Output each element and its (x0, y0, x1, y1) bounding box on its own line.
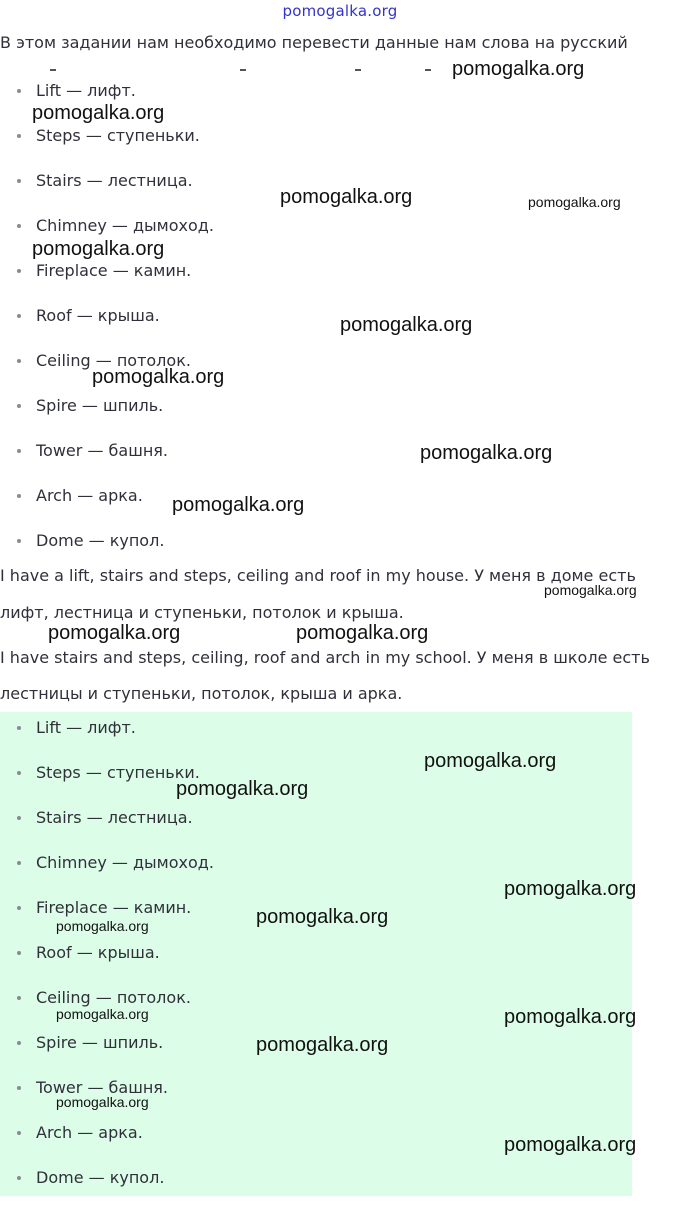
list-item-text: Ceiling — потолок. (36, 351, 191, 370)
bullet-icon (17, 1086, 21, 1090)
watermark: pomogalka.org (340, 314, 473, 336)
watermark: pomogalka.org (280, 186, 413, 208)
list-item-text: Steps — ступеньки. (36, 763, 200, 782)
list-item (0, 306, 620, 351)
watermark: pomogalka.org (528, 194, 621, 210)
watermark: pomogalka.org (296, 622, 429, 644)
bullet-icon (17, 816, 21, 820)
list-item (0, 1168, 620, 1213)
clipped-text-line (30, 65, 440, 71)
list-item-text: Stairs — лестница. (36, 808, 193, 827)
bullet-icon (17, 179, 21, 183)
list-item-text: Dome — купол. (36, 531, 165, 550)
bullet-icon (17, 224, 21, 228)
watermark: pomogalka.org (504, 1006, 637, 1028)
list-item-text: Chimney — дымоход. (36, 853, 214, 872)
list-item-text: Tower — башня. (36, 1078, 169, 1097)
list-item-text: Arch — арка. (36, 1123, 143, 1142)
bullet-icon (17, 906, 21, 910)
list-item (0, 486, 620, 531)
watermark: pomogalka.org (452, 58, 585, 80)
watermark: pomogalka.org (48, 622, 181, 644)
list-item (0, 261, 620, 306)
list-item-text: Roof — крыша. (36, 943, 160, 962)
bullet-icon (17, 449, 21, 453)
list-item (0, 396, 620, 441)
bullet-icon (17, 134, 21, 138)
watermark: pomogalka.org (420, 442, 553, 464)
list-item-text: Roof — крыша. (36, 306, 160, 325)
list-item-text: Ceiling — потолок. (36, 988, 191, 1007)
watermark: pomogalka.org (256, 1034, 389, 1056)
watermark: pomogalka.org (172, 494, 305, 516)
bullet-icon (17, 404, 21, 408)
watermark: pomogalka.org (256, 906, 389, 928)
paragraph-school-translation: лестницы и ступеньки, потолок, крыша и арка. (0, 684, 403, 703)
bullet-icon (17, 494, 21, 498)
watermark: pomogalka.org (56, 918, 149, 934)
paragraph-house: I have a lift, stairs and steps, ceiling and roof in my house. У меня в доме есть (0, 566, 636, 585)
site-header-link[interactable]: pomogalka.org (282, 2, 398, 20)
list-item-text: Lift — лифт. (36, 81, 136, 100)
list-item (0, 943, 620, 988)
list-item-text: Chimney — дымоход. (36, 216, 214, 235)
bullet-icon (17, 359, 21, 363)
list-item-text: Dome — купол. (36, 1168, 165, 1187)
paragraph-school: I have stairs and steps, ceiling, roof and arch in my school. У меня в школе есть (0, 648, 650, 667)
watermark: pomogalka.org (424, 750, 557, 772)
bullet-icon (17, 1131, 21, 1135)
watermark: pomogalka.org (504, 1134, 637, 1156)
watermark: pomogalka.org (176, 778, 309, 800)
bullet-icon (17, 269, 21, 273)
bullet-icon (17, 861, 21, 865)
watermark: pomogalka.org (92, 366, 225, 388)
list-item-text: Fireplace — камин. (36, 898, 192, 917)
bullet-icon (17, 771, 21, 775)
list-item-text: Spire — шпиль. (36, 1033, 164, 1052)
list-item (0, 808, 620, 853)
bullet-icon (17, 951, 21, 955)
bullet-icon (17, 726, 21, 730)
word-list-first (0, 81, 620, 576)
bullet-icon (17, 539, 21, 543)
bullet-icon (17, 1041, 21, 1045)
watermark: pomogalka.org (56, 1094, 149, 1110)
list-item-text: Steps — ступеньки. (36, 126, 200, 145)
list-item (0, 126, 620, 171)
bullet-icon (17, 996, 21, 1000)
list-item-text: Spire — шпиль. (36, 396, 164, 415)
paragraph-house-translation: лифт, лестница и ступеньки, потолок и крыша. (0, 603, 404, 622)
bullet-icon (17, 314, 21, 318)
intro-text: В этом задании нам необходимо перевести данные нам слова на русский (0, 33, 628, 52)
watermark: pomogalka.org (504, 878, 637, 900)
watermark: pomogalka.org (32, 238, 165, 260)
watermark: pomogalka.org (32, 102, 165, 124)
bullet-icon (17, 1176, 21, 1180)
list-item-text: Stairs — лестница. (36, 171, 193, 190)
list-item-text: Arch — арка. (36, 486, 143, 505)
list-item-text: Fireplace — камин. (36, 261, 192, 280)
bullet-icon (17, 89, 21, 93)
list-item-text: Lift — лифт. (36, 718, 136, 737)
watermark: pomogalka.org (56, 1006, 149, 1022)
watermark: pomogalka.org (544, 582, 637, 598)
list-item-text: Tower — башня. (36, 441, 169, 460)
